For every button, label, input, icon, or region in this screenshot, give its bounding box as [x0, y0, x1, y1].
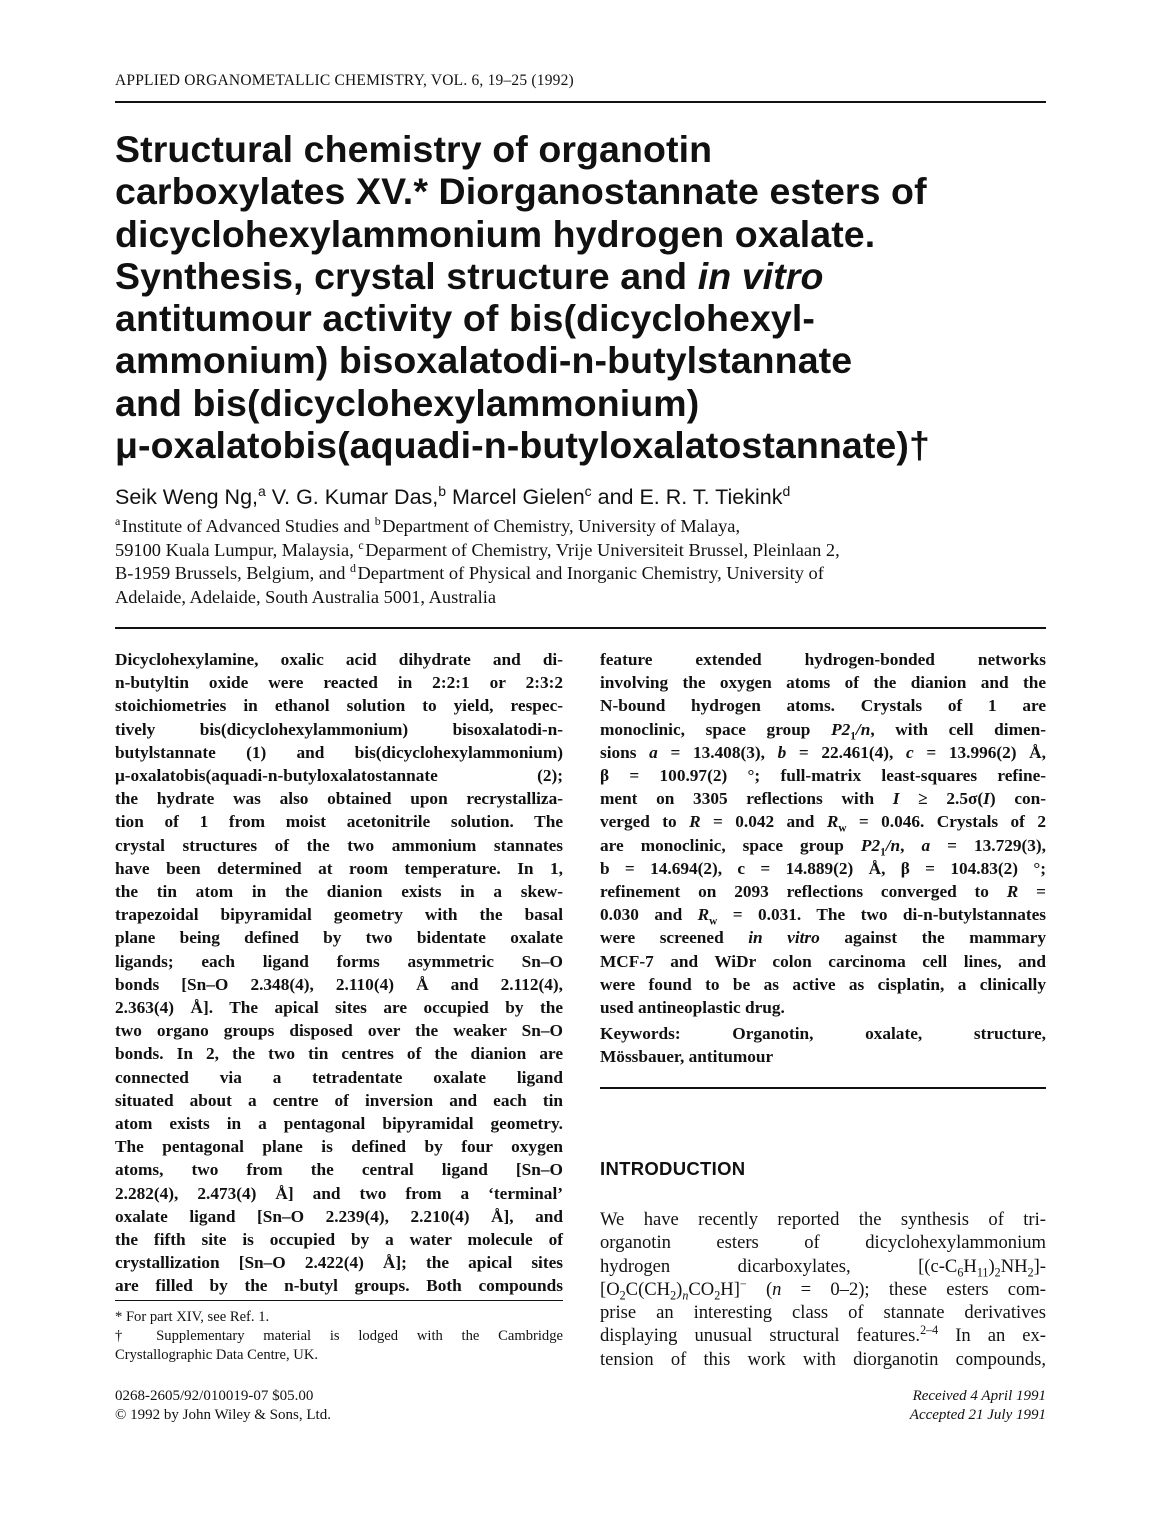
copyright-block — [115, 1387, 331, 1425]
abstract-line: oxalate ligand [Sn–O 2.239(4), 2.210(4) Å], and — [115, 1206, 563, 1226]
abstract-line: involving the oxygen atoms of the dianion and the — [600, 673, 1046, 693]
author: V. G. Kumar Das, — [265, 485, 439, 509]
body-line: $[O_2C(CH_2)_nCO_2H]^-$ (n = 0–2); these esters com- — [600, 1276, 1046, 1303]
abstract-line: trapezoidal bipyramidal geometry with the basal — [115, 905, 563, 925]
keywords-line: Mössbauer, antitumour — [600, 1047, 774, 1067]
abstract-line: used antineoplastic drug. — [600, 998, 785, 1018]
title-line: dicyclohexylammonium hydrogen oxalate. — [115, 212, 876, 255]
accepted-date: Accepted 21 July 1991 — [909, 1407, 1046, 1423]
title-line: Synthesis, crystal structure and in vitro — [115, 254, 824, 297]
abstract-line: N-bound hydrogen atoms. Crystals of 1 are — [600, 696, 1046, 716]
body-line: We have recently reported the synthesis of tri- — [600, 1209, 1046, 1230]
author-affil-mark: d — [782, 482, 791, 499]
abstract-line: atoms, two from the central ligand [Sn–O — [115, 1160, 563, 1180]
received-date: Received 4 April 1991 — [912, 1388, 1046, 1404]
footnotes — [115, 1308, 563, 1365]
title-line: Structural chemistry of organotin — [115, 128, 713, 170]
abstract-left-column — [115, 648, 563, 1298]
abstract-line: the hydrate was also obtained upon recrystalliza- — [115, 789, 563, 809]
abstract-line: connected via a tetradentate oxalate ligand — [115, 1067, 563, 1087]
abstract-line: feature extended hydrogen-bonded networks — [600, 650, 1046, 669]
affiliation-line: B-1959 Brussels, Belgium, and $^d$ Department of Physical and Inorganic Chemistry, University of — [115, 560, 824, 583]
abstract-line: stoichiometries in ethanol solution to yield, respec- — [115, 696, 563, 716]
abstract-line: monoclinic, space group $P2_1/n$, with cell dimen- — [600, 719, 1047, 743]
author: and E. R. T. Tiekink — [591, 485, 783, 509]
abstract-line: are filled by the n-butyl groups. Both compounds — [115, 1276, 563, 1296]
issn-price: 0268-2605/92/010019-07 $05.00 — [115, 1388, 314, 1404]
abstract-line: tion of 1 from moist acetonitrile solution. The — [115, 812, 563, 832]
abstract-line: 2.363(4) Å]. The apical sites are occupied by the — [115, 998, 563, 1018]
abstract-line: were screened in vitro against the mammary — [600, 928, 1046, 948]
abstract-line: tively bis(dicyclohexylammonium) bisoxalatodi-n- — [115, 719, 563, 739]
abstract-line: refinement on 2093 reflections converged to R = — [600, 882, 1046, 902]
title-line: μ-oxalatobis(aquadi-n-butyloxalatostannate)† — [115, 424, 930, 467]
author: Seik Weng Ng, — [115, 485, 259, 509]
abstract-line: n-butyltin oxide were reacted in 2:2:1 or 2:3:2 — [115, 673, 563, 693]
keywords — [600, 1022, 1046, 1068]
keywords-line: Keywords: Organotin, oxalate, structure, — [600, 1024, 1046, 1043]
abstract-line: ment on 3305 reflections with I ≥ 2.5σ(I) con- — [600, 789, 1046, 809]
header-rule — [115, 101, 1046, 103]
affiliation-line: 59100 Kuala Lumpur, Malaysia, $^c$ Deparment of Chemistry, Vrije Universiteit Brussel, Pleinlaan 2, — [115, 537, 840, 560]
keywords-rule — [600, 1087, 1046, 1089]
introduction-body — [600, 1208, 1046, 1371]
abstract-line: bonds [Sn–O 2.348(4), 2.110(4) Å and 2.112(4), — [115, 974, 563, 994]
author-affil-mark: b — [438, 482, 447, 499]
abstract-line: b = 14.694(2), c = 14.889(2) Å, β = 104.83(2) °; — [600, 858, 1046, 878]
author: Marcel Gielen — [446, 485, 585, 509]
abstract-line: Dicyclohexylamine, oxalic acid dihydrate and di- — [115, 650, 563, 669]
abstract-line: The pentagonal plane is defined by four oxygen — [115, 1137, 563, 1157]
abstract-line: 0.030 and $R_w = 0.031$. The two di-n-butylstannates — [600, 905, 1047, 928]
title-line: carboxylates XV.* Diorganostannate esters of — [115, 170, 927, 213]
affil-mark: d — [349, 560, 356, 575]
affiliation-line: $^a$ Institute of Advanced Studies and $^b$ Department of Chemistry, University of Malaya, — [115, 513, 741, 536]
body-line: displaying unusual structural features.$^{2-4}$ In an ex- — [600, 1323, 1046, 1347]
footnote-line: Crystallographic Data Centre, UK. — [115, 1347, 319, 1363]
abstract-line: are monoclinic, space group $P2_1/n$, a = 13.729(3), — [600, 835, 1047, 859]
abstract-right-column — [600, 648, 1046, 1019]
copyright-notice: © 1992 by John Wiley & Sons, Ltd. — [115, 1407, 331, 1423]
abstract-line: the tin atom in the dianion exists in a skew- — [115, 882, 563, 902]
abstract-line: MCF-7 and WiDr colon carcinoma cell lines, and — [600, 951, 1046, 971]
abstract-line: crystal structures of the two ammonium stannates — [115, 835, 563, 855]
abstract-line: μ-oxalatobis(aquadi-n-butyloxalatostannate (2); — [115, 766, 563, 786]
body-line: tension of this work with diorganotin compounds, — [600, 1348, 1046, 1370]
section-heading: INTRODUCTION — [600, 1158, 746, 1179]
title-line: ammonium) bisoxalatodi-n-butylstannate — [115, 339, 853, 382]
author-list — [115, 482, 791, 510]
affil-mark: c — [358, 537, 364, 552]
abstract-line: plane being defined by two bidentate oxalate — [115, 928, 563, 948]
affiliation-line: Adelaide, Adelaide, South Australia 5001, Australia — [115, 586, 497, 607]
affiliations — [115, 515, 1045, 609]
affil-mark: b — [374, 513, 381, 528]
body-line: hydrogen dicarboxylates, $[(c-C_6H_{11})_2NH_2]-$ — [600, 1255, 1046, 1280]
running-head: APPLIED ORGANOMETALLIC CHEMISTRY, VOL. 6, 19–25 (1992) — [115, 72, 574, 89]
abstract-line: verged to R = 0.042 and $R_w = 0.046$. Crystals of 2 — [600, 812, 1046, 835]
abstract-line: atom exists in a pentagonal bipyramidal geometry. — [115, 1114, 563, 1134]
author-affil-mark: a — [258, 482, 266, 499]
abstract-line: have been determined at room temperature. In 1, — [115, 858, 563, 878]
footnote-line: † Supplementary material is lodged with the Cambridge — [115, 1328, 563, 1344]
abstract-line: sions a = 13.408(3), b = 22.461(4), c = 13.996(2) Å, — [600, 742, 1046, 762]
abstract-line: crystallization [Sn–O 2.422(4) Å]; the apical sites — [115, 1253, 563, 1273]
author-affil-mark: c — [584, 482, 592, 499]
abstract-line: butylstannate (1) and bis(dicyclohexylammonium) — [115, 742, 563, 762]
abstract-line: β = 100.97(2) °; full-matrix least-squares refine- — [600, 766, 1046, 786]
footnote-rule — [115, 1300, 563, 1301]
abstract-line: ligands; each ligand forms asymmetric Sn–O — [115, 951, 563, 971]
abstract-line: situated about a centre of inversion and each tin — [115, 1090, 563, 1110]
abstract-top-rule — [115, 627, 1046, 629]
body-line: prise an interesting class of stannate derivatives — [600, 1302, 1046, 1324]
article-title — [115, 128, 1065, 466]
abstract-line: the fifth site is occupied by a water molecule of — [115, 1230, 563, 1250]
abstract-line: bonds. In 2, the two tin centres of the dianion are — [115, 1044, 563, 1064]
abstract-line: 2.282(4), 2.473(4) Å] and two from a ‘terminal’ — [115, 1183, 563, 1203]
abstract-line: two organo groups disposed over the weaker Sn–O — [115, 1021, 563, 1041]
body-line: organotin esters of dicyclohexylammonium — [600, 1232, 1046, 1254]
footnote-line: * For part XIV, see Ref. 1. — [115, 1309, 270, 1325]
affil-mark: a — [115, 513, 121, 528]
received-accepted-dates — [800, 1387, 1046, 1425]
title-line: and bis(dicyclohexylammonium) — [115, 381, 700, 424]
abstract-line: were found to be as active as cisplatin, a clinically — [600, 974, 1046, 994]
title-line: antitumour activity of bis(dicyclohexyl- — [115, 297, 815, 340]
